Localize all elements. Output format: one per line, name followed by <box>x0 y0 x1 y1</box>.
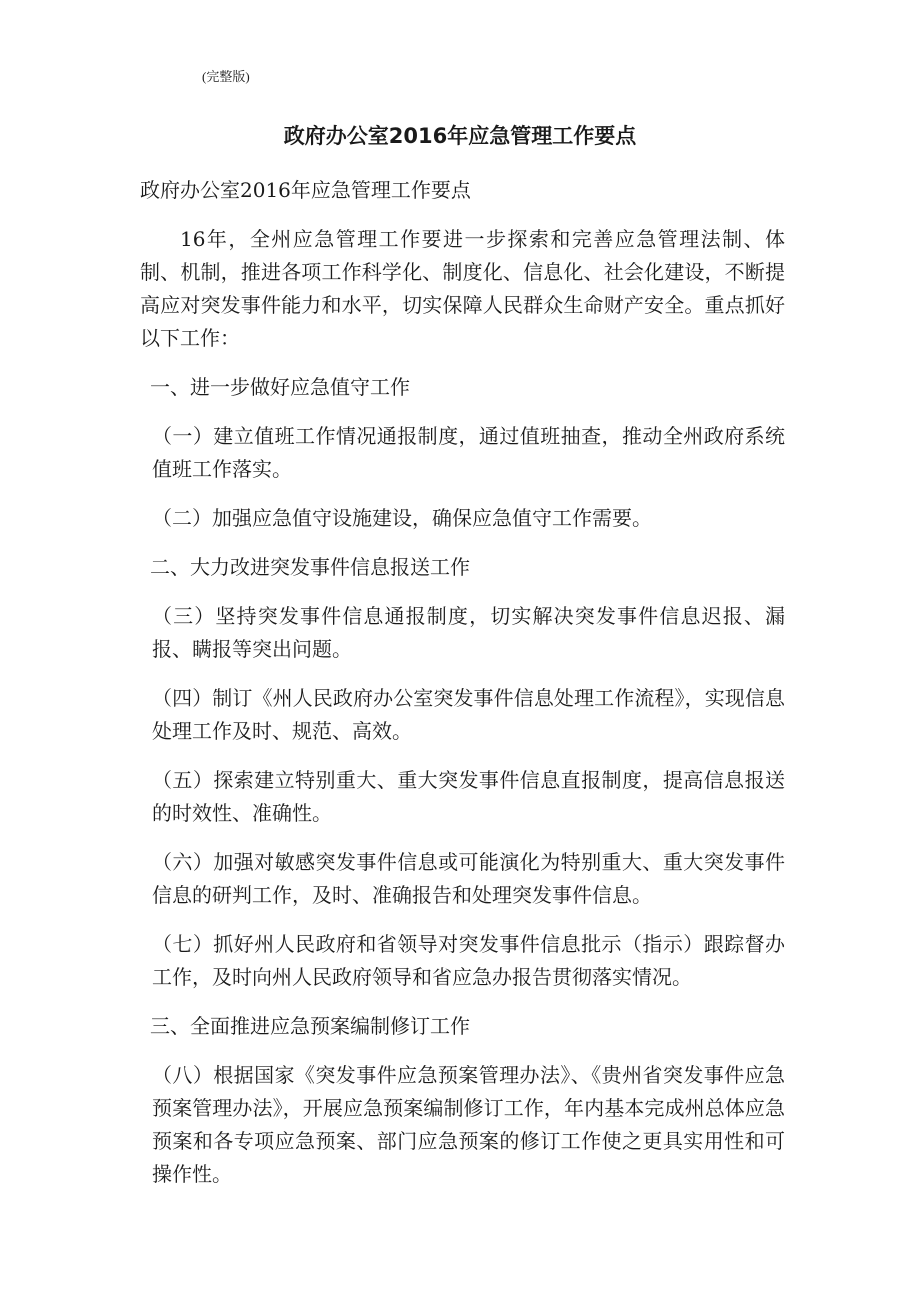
document-body <box>140 174 785 1207</box>
document-title: 政府办公室2016年应急管理工作要点 <box>283 124 637 148</box>
section-heading-3: 三、全面推进应急预案编制修订工作 <box>150 1014 470 1038</box>
list-item: （二）加强应急值守设施建设，确保应急值守工作需要。 <box>152 506 652 530</box>
list-item: （六）加强对敏感突发事件信息或可能演化为特别重大、重大突发事件信息的研判工作，及时、准确报告和处理突发事件信息。 <box>152 850 785 907</box>
intro-paragraph: 16年，全州应急管理工作要进一步探索和完善应急管理法制、体制、机制，推进各项工作科学化、制度化、信息化、社会化建设，不断提高应对突发事件能力和水平，切实保障人民群众生命财产安全。重点抓好以下工作： <box>140 227 785 350</box>
document-subtitle: 政府办公室2016年应急管理工作要点 <box>140 178 471 202</box>
version-tag: (完整版) <box>202 69 250 84</box>
list-item: （三）坚持突发事件信息通报制度，切实解决突发事件信息迟报、漏报、瞒报等突出问题。 <box>152 604 785 661</box>
list-item: （八）根据国家《突发事件应急预案管理办法》、《贵州省突发事件应急预案管理办法》，开展应急预案编制修订工作，年内基本完成州总体应急预案和各专项应急预案、部门应急预案的修订工作使之更具实用性和可操作性。 <box>152 1063 785 1186</box>
list-item: （一）建立值班工作情况通报制度，通过值班抽查，推动全州政府系统值班工作落实。 <box>152 424 785 481</box>
section-heading-2: 二、大力改进突发事件信息报送工作 <box>150 555 470 579</box>
list-item: （五）探索建立特别重大、重大突发事件信息直报制度，提高信息报送的时效性、准确性。 <box>152 768 785 825</box>
list-item: （七）抓好州人民政府和省领导对突发事件信息批示（指示）跟踪督办工作，及时向州人民政府领导和省应急办报告贯彻落实情况。 <box>152 932 785 989</box>
list-item: （四）制订《州人民政府办公室突发事件信息处理工作流程》，实现信息处理工作及时、规范、高效。 <box>152 686 785 743</box>
section-heading-1: 一、进一步做好应急值守工作 <box>150 375 410 399</box>
